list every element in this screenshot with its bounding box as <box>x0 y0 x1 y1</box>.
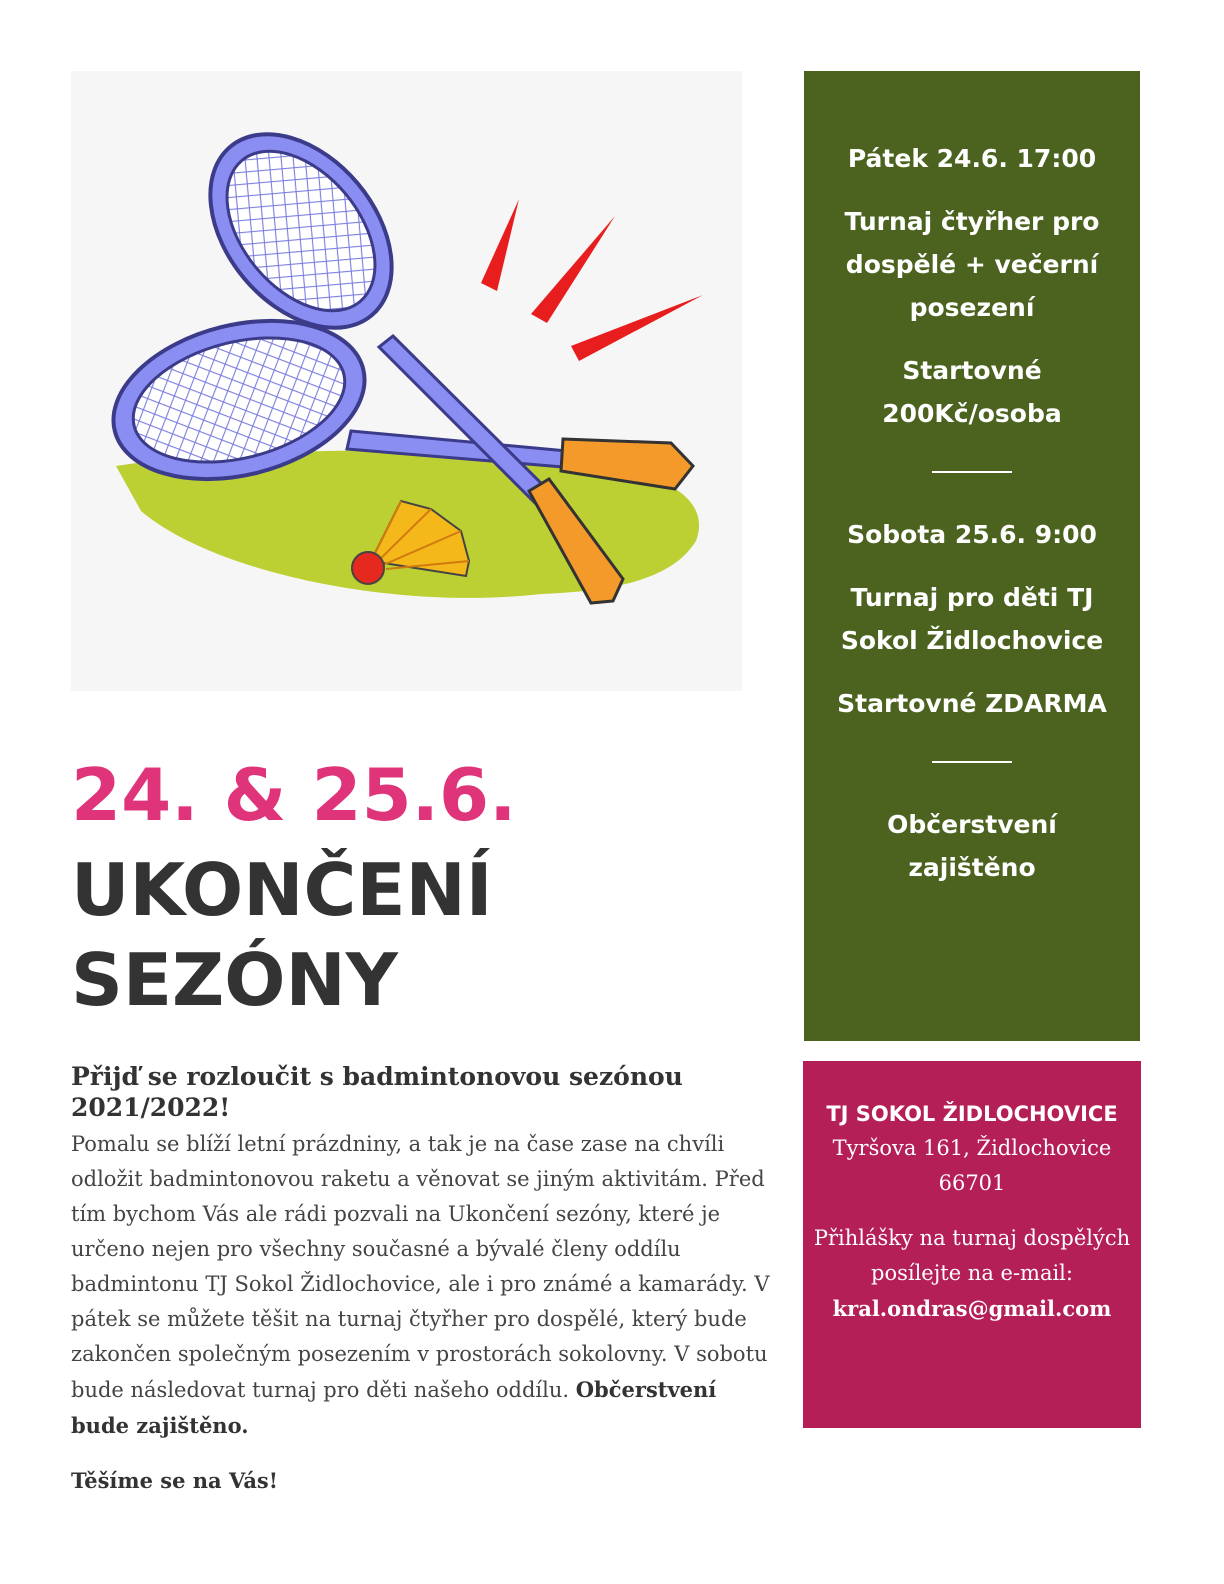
registration-note: Přihlášky na turnaj dospělých posílejte na e-mail: <box>813 1226 1131 1285</box>
intro-body-text: Pomalu se blíží letní prázdniny, a tak je na čase zase na chvíli odložit badmintonovou raketu a věnovat se jiným aktivitám. Před tím bychom Vás ale rádi pozvali na Ukončení sezóny, které je určeno nejen pro všechny současné a bývalé členy oddílu badmintonu TJ Sokol Židlochovice, ale i pro známé a kamarády. V pátek se můžete těšit na turnaj čtyřher pro dospělé, který bude zakončen společným posezením v prostorách sokolovny. V sobotu bude následovat turnaj pro děti našeho oddílu. <box>71 1132 770 1402</box>
motion-line <box>571 295 703 361</box>
divider <box>932 471 1012 473</box>
saturday-event: Turnaj pro děti TJ Sokol Židlochovice <box>840 583 1104 655</box>
badminton-illustration <box>71 71 742 691</box>
contact-email[interactable]: kral.ondras@gmail.com <box>832 1296 1112 1321</box>
organization-name: TJ SOKOL ŽIDLOCHOVICE <box>826 1102 1118 1126</box>
friday-time: Pátek 24.6. 17:00 <box>847 144 1097 173</box>
schedule-panel <box>804 71 1140 1041</box>
contact-panel <box>803 1061 1141 1428</box>
title-line-1: UKONČENÍ <box>71 848 493 932</box>
motion-line <box>531 216 615 323</box>
intro-section <box>71 1061 771 1493</box>
motion-line <box>481 199 519 291</box>
badminton-rackets-image <box>71 71 742 691</box>
refreshments-note: Občerstvení zajištěno <box>887 810 1057 882</box>
divider <box>932 761 1012 763</box>
title-line-2: SEZÓNY <box>71 938 398 1022</box>
saturday-fee: Startovné ZDARMA <box>837 689 1107 718</box>
friday-event: Turnaj čtyřher pro dospělé + večerní posezení <box>844 207 1100 322</box>
closing-line: Těšíme se na Vás! <box>71 1468 278 1493</box>
saturday-time: Sobota 25.6. 9:00 <box>847 520 1097 549</box>
organization-address: Tyršova 161, Židlochovice 66701 <box>832 1136 1112 1195</box>
intro-body-bold: Občerstvení bude zajištěno. <box>71 1377 717 1438</box>
page-title <box>71 845 771 1025</box>
friday-fee: Startovné 200Kč/osoba <box>882 356 1062 428</box>
event-dates: 24. & 25.6. <box>71 753 517 837</box>
intro-heading: Přijď se rozloučit s badmintonovou sezónou 2021/2022! <box>71 1062 683 1122</box>
intro-body <box>71 1127 771 1444</box>
